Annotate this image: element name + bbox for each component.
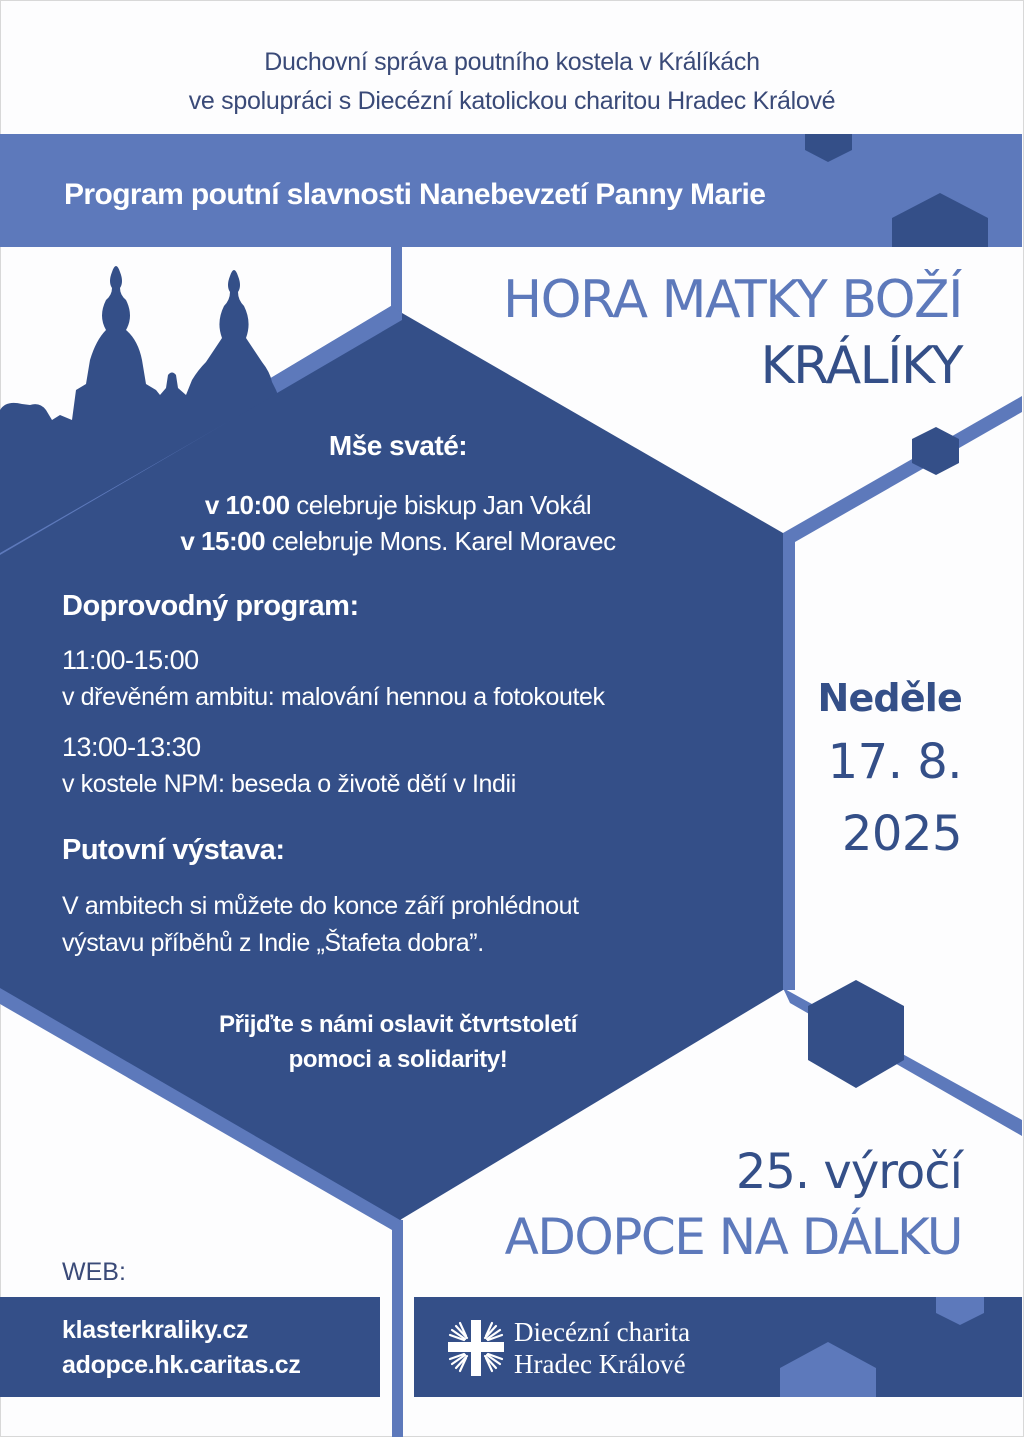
hexagon-medium-right xyxy=(808,980,904,1088)
mass-time: v 10:00 xyxy=(204,490,290,520)
event-day: Neděle xyxy=(817,676,962,720)
program-heading: Doprovodný program: xyxy=(62,590,359,622)
invitation-line-2: pomoci a solidarity! xyxy=(288,1046,508,1073)
program-time: 11:00-15:00 xyxy=(62,645,199,675)
event-date: 17. 8. xyxy=(827,734,962,790)
exhibition-text-line-2: výstavu příběhů z Indie „Štafeta dobra”. xyxy=(62,929,484,957)
mass-celebrant: celebruje biskup Jan Vokál xyxy=(289,490,592,520)
mass-celebrant: celebruje Mons. Karel Moravec xyxy=(265,526,616,556)
exhibition-text-line-1: V ambitech si můžete do konce září prohlédnout xyxy=(62,892,579,920)
caritas-cross-icon xyxy=(446,1318,506,1378)
charity-name-line-1: Diecézní charita xyxy=(514,1317,691,1347)
mass-item xyxy=(0,526,796,557)
anniversary-title: ADOPCE NA DÁLKU xyxy=(504,1208,962,1266)
organizer-line-2: ve spolupráci s Diecézní katolickou charitou Hradec Králové xyxy=(188,87,836,115)
web-label: WEB: xyxy=(62,1258,126,1286)
program-time: 13:00-13:30 xyxy=(62,732,201,762)
program-title: Program poutní slavnosti Nanebevzetí Panny Marie xyxy=(64,178,766,211)
line-bottom-vertical xyxy=(392,1220,403,1437)
charity-name-line-2: Hradec Králové xyxy=(514,1349,686,1379)
line-right-upper-diagonal xyxy=(783,396,1022,542)
masses-heading: Mše svaté: xyxy=(328,430,468,461)
program-description: v dřevěném ambitu: malování hennou a fotokoutek xyxy=(62,683,605,711)
place-name-line-2: KRÁLÍKY xyxy=(760,336,962,396)
place-name-line-1: HORA MATKY BOŽÍ xyxy=(502,270,962,330)
exhibition-heading: Putovní výstava: xyxy=(62,834,285,866)
organizer-line-1: Duchovní správa poutního kostela v Králíkách xyxy=(264,48,760,76)
anniversary-line: 25. výročí xyxy=(735,1144,962,1200)
line-right-vertical xyxy=(783,533,795,990)
invitation-line-1: Přijďte s námi oslavit čtvrtstoletí xyxy=(218,1011,578,1038)
mass-item xyxy=(0,490,796,521)
program-description: v kostele NPM: beseda o životě dětí v Indii xyxy=(62,770,516,798)
web-links-box xyxy=(0,1297,380,1397)
web-link-klasterkraliky[interactable]: klasterkraliky.cz xyxy=(62,1316,249,1344)
line-top-vertical xyxy=(391,247,402,317)
event-year: 2025 xyxy=(841,806,962,862)
mass-time: v 15:00 xyxy=(180,526,266,556)
web-link-adopce[interactable]: adopce.hk.caritas.cz xyxy=(62,1351,301,1379)
